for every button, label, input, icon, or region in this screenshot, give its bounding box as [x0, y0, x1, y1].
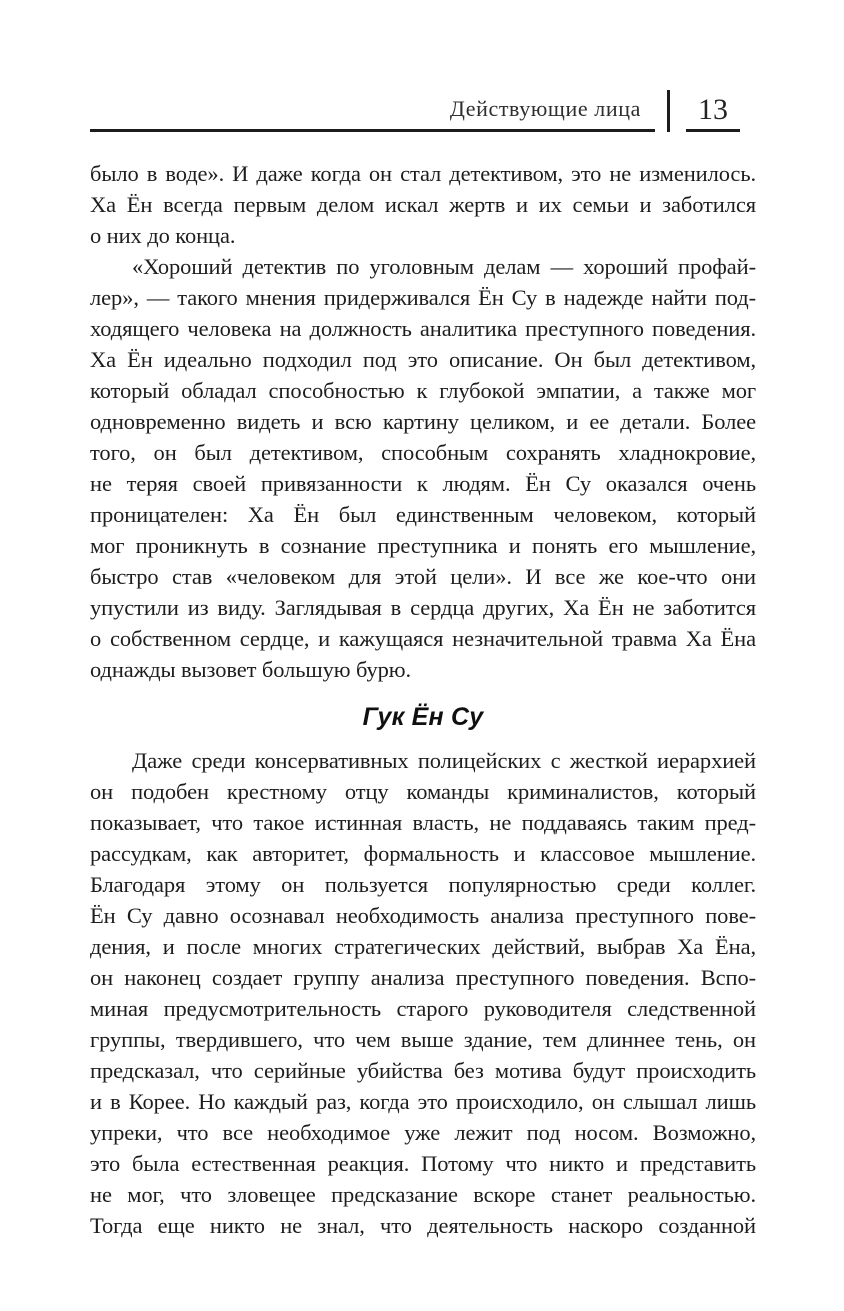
text-line: Ха Ён всегда первым делом искал жертв и их семьи и заботился [90, 192, 756, 217]
body-paragraph [90, 251, 756, 685]
text-line: не теряя своей привязанности к людям. Ён Су оказался очень [90, 471, 756, 496]
page-header [90, 90, 756, 132]
text-line: это была естественная реакция. Потому что никто и представить [90, 1151, 756, 1176]
text-line: упустили из виду. Заглядывая в сердца других, Ха Ён не заботится [90, 595, 756, 620]
text-line: Благодаря этому он пользуется популярностью среди коллег. [90, 872, 756, 897]
page-number-value: 13 [686, 95, 740, 132]
text-line: он наконец создает группу анализа преступного поведения. Вспо- [90, 965, 756, 990]
text-line: быстро став «человеком для этой цели». И все же кое-что они [90, 564, 756, 589]
body-text [90, 158, 756, 1241]
text-line: миная предусмотрительность старого руководителя следственной [90, 996, 756, 1021]
text-line: проницателен: Ха Ён был единственным человеком, который [90, 502, 756, 527]
section-heading: Гук Ён Су [362, 703, 484, 731]
text-line: «Хороший детектив по уголовным делам — хороший профай- [132, 254, 756, 279]
text-line: который обладал способностью к глубокой эмпатии, а также мог [90, 378, 756, 403]
text-line: он подобен крестному отцу команды криминалистов, который [90, 779, 756, 804]
body-paragraph [90, 158, 756, 251]
text-line: было в воде». И даже когда он стал детективом, это не изменилось. [90, 161, 756, 186]
text-line: дения, и после многих стратегических действий, выбрав Ха Ёна, [90, 934, 756, 959]
text-line: упреки, что все необходимое уже лежит под носом. Возможно, [90, 1120, 756, 1145]
text-line: Тогда еще никто не знал, что деятельность наскоро созданной [90, 1213, 756, 1238]
text-line: предсказал, что серийные убийства без мотива будут происходить [90, 1058, 756, 1083]
text-line: рассудкам, как авторитет, формальность и классовое мышление. [90, 841, 756, 866]
text-line: и в Корее. Но каждый раз, когда это происходило, он слышал лишь [90, 1089, 756, 1114]
text-line: мог проникнуть в сознание преступника и понять его мышление, [90, 533, 756, 558]
text-line: о собственном сердце, и кажущаяся незначительной травма Ха Ёна [90, 626, 756, 651]
body-paragraph [90, 745, 756, 1241]
text-line: Ён Су давно осознавал необходимость анализа преступного пове- [90, 903, 756, 928]
text-line: ходящего человека на должность аналитика преступного поведения. [90, 316, 756, 341]
text-line: показывает, что такое истинная власть, не поддаваясь таким пред- [90, 810, 756, 835]
text-line: о них до конца. [90, 223, 236, 248]
text-line: того, он был детективом, способным сохранять хладнокровие, [90, 440, 756, 465]
text-line: Ха Ён идеально подходил под это описание. Он был детективом, [90, 347, 756, 372]
text-line: Даже среди консервативных полицейских с жесткой иерархией [132, 748, 756, 773]
text-line: однажды вызовет большую бурю. [90, 657, 412, 682]
text-line: не мог, что зловещее предсказание вскоре станет реальностью. [90, 1182, 756, 1207]
page-number [670, 95, 756, 132]
running-title: Действующие лица [90, 96, 655, 132]
text-line: одновременно видеть и всю картину целиком, и ее детали. Более [90, 409, 756, 434]
text-line: группы, твердившего, что чем выше здание, тем длиннее тень, он [90, 1027, 756, 1052]
text-line: лер», — такого мнения придерживался Ён Су в надежде найти под- [90, 285, 756, 310]
